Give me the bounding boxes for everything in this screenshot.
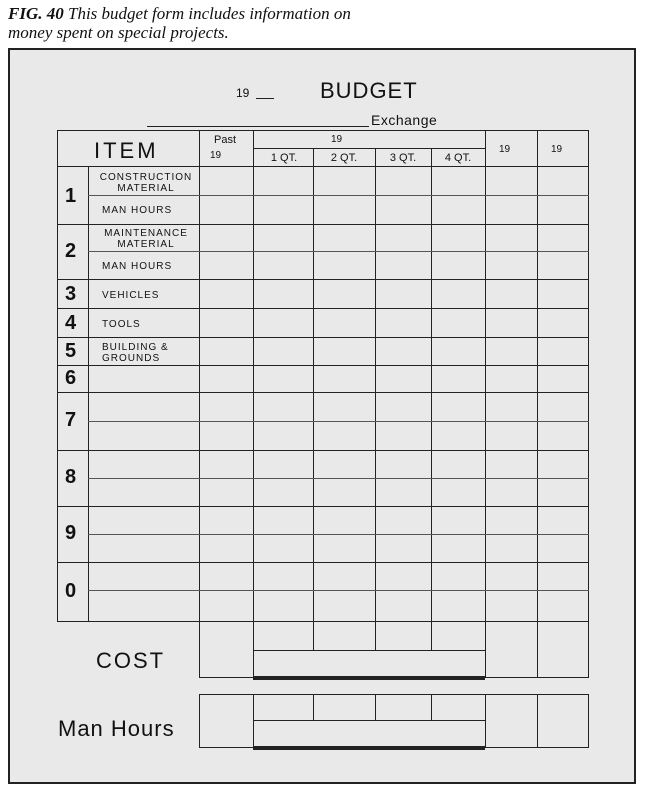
row-9-subline — [88, 534, 589, 535]
row-1-subline — [88, 195, 589, 196]
row-1-number: 1 — [65, 185, 77, 207]
row-9-number: 9 — [65, 522, 77, 544]
quarters-year-header: 19 — [331, 134, 343, 145]
q1-header: 1 QT. — [270, 152, 298, 164]
row-2-bottom — [57, 279, 589, 280]
mh-divider-q3 — [431, 694, 432, 720]
row-7-bottom — [57, 450, 589, 451]
row-0-number: 0 — [65, 580, 77, 602]
row-1-item-line-1: CONSTRUCTION — [99, 172, 193, 183]
row-4-item-label: TOOLS — [102, 319, 141, 330]
header-bottom-line — [57, 166, 589, 167]
row-5-number: 5 — [65, 340, 77, 362]
mh-divider-q1 — [313, 694, 314, 720]
row-1-item-line-2: MATERIAL — [117, 183, 175, 194]
mh-divider-q4 — [485, 694, 486, 748]
row-2-number: 2 — [65, 240, 77, 262]
row-5-bottom — [57, 365, 589, 366]
mh-divider-year — [537, 694, 538, 748]
row-6-number: 6 — [65, 367, 77, 389]
form-title: BUDGET — [320, 78, 418, 103]
cost-divider-q1 — [313, 622, 314, 650]
row-4-bottom — [57, 337, 589, 338]
row-5-item-label — [102, 342, 169, 364]
q3-column-divider — [431, 148, 432, 622]
mh-divider-past — [253, 694, 254, 748]
caption-line-2: money spent on special projects. — [8, 23, 229, 42]
row-8-number: 8 — [65, 466, 77, 488]
row-2-man-hours-label: MAN HOURS — [102, 261, 173, 272]
year-prefix: 19 — [236, 86, 250, 100]
row-3-item-label: VEHICLES — [102, 290, 160, 301]
row-4-number: 4 — [65, 312, 77, 334]
row-2-item-line-1: MAINTENANCE — [104, 228, 188, 239]
q4-column-divider — [485, 130, 486, 622]
row-1-item-label — [94, 172, 198, 194]
row-2-item-label — [94, 228, 198, 250]
row-9-bottom — [57, 562, 589, 563]
mh-total-bar — [253, 746, 485, 750]
year-blank-line[interactable] — [256, 98, 274, 99]
item-header: ITEM — [94, 138, 159, 163]
row-7-number: 7 — [65, 409, 77, 431]
man-hours-label: Man Hours — [58, 716, 175, 741]
exchange-blank-line[interactable] — [147, 126, 369, 127]
cost-quarter-line — [253, 650, 485, 651]
row-3-bottom — [57, 308, 589, 309]
budget-grid-frame — [57, 130, 589, 622]
exchange-label: Exchange — [371, 112, 438, 128]
row-0-subline — [88, 590, 589, 591]
year-column-divider — [537, 130, 538, 622]
figure-caption — [8, 4, 608, 42]
cost-label: COST — [96, 648, 166, 673]
row-5-item-line-2: GROUNDS — [102, 353, 161, 364]
mh-divider-q2 — [375, 694, 376, 720]
row-2-subline — [88, 251, 589, 252]
cost-divider-year — [537, 622, 538, 678]
q2-header: 2 QT. — [330, 152, 358, 164]
past-column-divider — [253, 130, 254, 622]
mh-quarter-line — [253, 720, 485, 721]
past-header: Past — [214, 134, 237, 146]
row-1-man-hours-label: MAN HOURS — [102, 205, 173, 216]
cost-total-bar — [253, 676, 485, 680]
cost-divider-q2 — [375, 622, 376, 650]
q2-column-divider — [375, 148, 376, 622]
figure-label: FIG. 40 — [8, 4, 64, 23]
row-8-bottom — [57, 506, 589, 507]
caption-line-1: This budget form includes information on — [67, 4, 351, 23]
q1-column-divider — [313, 148, 314, 622]
number-column-divider — [88, 166, 89, 622]
q3-header: 3 QT. — [389, 152, 417, 164]
cost-divider-q3 — [431, 622, 432, 650]
row-6-bottom — [57, 392, 589, 393]
year-column-1-header: 19 — [499, 144, 511, 155]
item-column-divider — [199, 130, 200, 622]
past-year-header: 19 — [210, 150, 222, 161]
man-hours-grid — [199, 694, 589, 748]
quarters-group-line — [253, 148, 485, 149]
year-column-2-header: 19 — [551, 144, 563, 155]
row-2-item-line-2: MATERIAL — [117, 239, 175, 250]
row-1-bottom — [57, 224, 589, 225]
q4-header: 4 QT. — [444, 152, 472, 164]
budget-form — [8, 48, 636, 784]
cost-divider-q4 — [485, 622, 486, 678]
row-3-number: 3 — [65, 283, 77, 305]
row-7-subline — [88, 421, 589, 422]
row-8-subline — [88, 478, 589, 479]
row-5-item-line-1: BUILDING & — [102, 342, 169, 353]
